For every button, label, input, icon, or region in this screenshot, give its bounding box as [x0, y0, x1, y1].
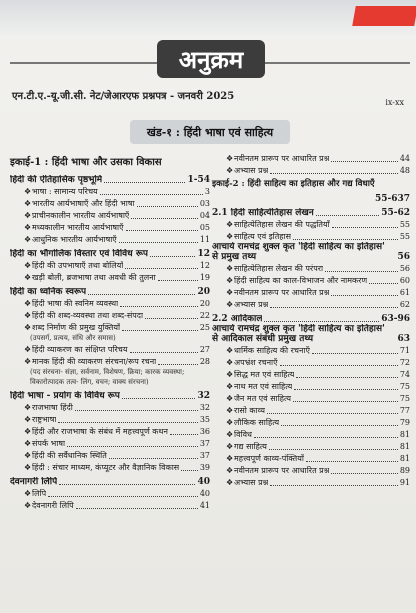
- diamond-bullet-icon: ❖: [226, 220, 234, 229]
- toc-entry[interactable]: ❖ हिंदी व्याकरण का संक्षिप्त परिचय 27: [24, 345, 210, 354]
- toc-entry[interactable]: ❖ मानक हिंदी की व्याकरण संरचना/रूप रचना 28: [24, 357, 210, 366]
- toc-entry[interactable]: ❖ भारतीय आर्यभाषाएँ और हिंदी भाषा 03: [24, 199, 210, 208]
- toc-entry[interactable]: ❖ गद्य साहित्य 81: [226, 442, 410, 451]
- diamond-bullet-icon: ❖: [226, 346, 234, 355]
- toc-entry[interactable]: ❖ अभ्यास प्रश्न 62: [226, 300, 410, 309]
- intro-text: एन.टी.ए.-यू.जी.सी. नेट/जेआरएफ प्रश्नपत्र - जनवरी 2025: [12, 91, 235, 102]
- diamond-bullet-icon: ❖: [226, 358, 234, 367]
- diamond-bullet-icon: ❖: [226, 466, 234, 475]
- toc-right-column: [212, 152, 410, 488]
- diamond-bullet-icon: ❖: [24, 345, 32, 354]
- toc-entry[interactable]: ❖ जैन मत एवं साहित्य 75: [226, 394, 410, 403]
- toc-heading[interactable]: आचार्य रामचंद्र शुक्ल कृत 'हिंदी साहित्य का इतिहास' से आदिकाल संबंधी प्रमुख तथ्य 63: [212, 324, 410, 344]
- toc-entry[interactable]: ❖ हिंदी साहित्य का काल-विभाजन और नामकरण 60: [226, 276, 410, 285]
- diamond-bullet-icon: ❖: [24, 439, 32, 448]
- toc-entry[interactable]: ❖ मध्यकालीन भारतीय आर्यभाषाएँ 05: [24, 223, 210, 232]
- toc-entry[interactable]: ❖ लिपि 40: [24, 489, 210, 498]
- diamond-bullet-icon: ❖: [226, 442, 234, 451]
- toc-entry[interactable]: ❖ अभ्यास प्रश्न 48: [226, 166, 410, 175]
- toc-entry[interactable]: ❖ अभ्यास प्रश्न 91: [226, 478, 410, 487]
- diamond-bullet-icon: ❖: [226, 264, 234, 273]
- diamond-bullet-icon: ❖: [226, 166, 234, 175]
- diamond-bullet-icon: ❖: [24, 187, 32, 196]
- diamond-bullet-icon: ❖: [24, 311, 32, 320]
- diamond-bullet-icon: ❖: [24, 403, 32, 412]
- toc-entry[interactable]: ❖ हिंदी और राजभाषा के संबंध में महत्त्वपूर्ण कथन 36: [24, 427, 210, 436]
- toc-entry[interactable]: ❖ शब्द निर्माण की प्रमुख युक्तियाँ 25: [24, 323, 210, 332]
- diamond-bullet-icon: ❖: [226, 478, 234, 487]
- toc-entry[interactable]: ❖ राजभाषा हिंदी 32: [24, 403, 210, 412]
- intro-line: [12, 88, 404, 107]
- diamond-bullet-icon: ❖: [24, 357, 32, 366]
- title-area: [0, 38, 416, 82]
- diamond-bullet-icon: ❖: [24, 223, 32, 232]
- diamond-bullet-icon: ❖: [24, 501, 32, 510]
- toc-entry[interactable]: ❖ रासो काव्य 77: [226, 406, 410, 415]
- toc-entry[interactable]: ❖ हिंदी की उपभाषाएँ तथा बोलियाँ 12: [24, 261, 210, 270]
- diamond-bullet-icon: ❖: [226, 154, 234, 163]
- diamond-bullet-icon: ❖: [24, 415, 32, 424]
- toc-note: (उपसर्ग, प्रत्यय, संधि और समास): [30, 334, 116, 342]
- toc-entry[interactable]: ❖ हिंदी की सर्वैधानिक स्थिति 37: [24, 451, 210, 460]
- diamond-bullet-icon: ❖: [24, 463, 32, 472]
- toc-entry[interactable]: ❖ साहित्येतिहास लेखन की पद्धतियाँ 55: [226, 220, 410, 229]
- diamond-bullet-icon: ❖: [226, 382, 234, 391]
- diamond-bullet-icon: ❖: [24, 261, 32, 270]
- toc-entry[interactable]: ❖ संपर्क भाषा 37: [24, 439, 210, 448]
- toc-heading[interactable]: देवनागरी लिपि 40: [10, 477, 210, 487]
- diamond-bullet-icon: ❖: [226, 394, 234, 403]
- toc-entry[interactable]: ❖ अपभ्रंश रचनाएँ 72: [226, 358, 410, 367]
- page-title: अनुक्रम: [157, 40, 265, 78]
- diamond-bullet-icon: ❖: [226, 406, 234, 415]
- diamond-bullet-icon: ❖: [24, 199, 32, 208]
- toc-entry[interactable]: ❖ नवीनतम प्रारूप पर आधारित प्रश्न 61: [226, 288, 410, 297]
- toc-heading[interactable]: हिंदी का ध्वनिक स्वरूप 20: [10, 287, 210, 297]
- unit-title: इकाई-2 : हिंदी साहित्य का इतिहास और गद्य विधाएँ: [212, 179, 375, 189]
- diamond-bullet-icon: ❖: [226, 232, 234, 241]
- toc-entry[interactable]: ❖ राष्ट्रभाषा 35: [24, 415, 210, 424]
- toc-entry[interactable]: ❖ देवनागरी लिपि 41: [24, 501, 210, 510]
- toc-entry[interactable]: ❖ नाथ मत एवं साहित्य 75: [226, 382, 410, 391]
- diamond-bullet-icon: ❖: [226, 370, 234, 379]
- toc-heading[interactable]: आचार्य रामचंद्र शुक्ल कृत 'हिंदी साहित्य का इतिहास' से प्रमुख तथ्य 56: [212, 242, 410, 262]
- toc-heading[interactable]: हिंदी का भौगोलिक विस्तार एवं विविध रूप 12: [10, 249, 210, 259]
- diamond-bullet-icon: ❖: [24, 211, 32, 220]
- diamond-bullet-icon: ❖: [226, 418, 234, 427]
- diamond-bullet-icon: ❖: [226, 276, 234, 285]
- toc-heading[interactable]: हिंदी की ऐतिहासिक पृष्ठभूमि 1-54: [10, 175, 210, 185]
- toc-entry[interactable]: ❖ नवीनतम प्रारूप पर आधारित प्रश्न 44: [226, 154, 410, 163]
- diamond-bullet-icon: ❖: [226, 288, 234, 297]
- diamond-bullet-icon: ❖: [226, 430, 234, 439]
- toc-entry[interactable]: ❖ हिंदी : संचार माध्यम, कंप्यूटर और वैज्ञानिक विकास 39: [24, 463, 210, 472]
- toc-entry[interactable]: ❖ महत्त्वपूर्ण काव्य-पंक्तियाँ 81: [226, 454, 410, 463]
- toc-entry[interactable]: ❖ आधुनिक भारतीय आर्यभाषाएँ 11: [24, 235, 210, 244]
- diamond-bullet-icon: ❖: [24, 235, 32, 244]
- toc-entry[interactable]: ❖ सिद्ध मत एवं साहित्य 74: [226, 370, 410, 379]
- diamond-bullet-icon: ❖: [24, 323, 32, 332]
- toc-entry[interactable]: ❖ साहित्य एवं इतिहास 55: [226, 232, 410, 241]
- toc-entry[interactable]: ❖ धार्मिक साहित्य की रचनाएँ 71: [226, 346, 410, 355]
- toc-entry[interactable]: ❖ हिंदी की शब्द-व्यवस्था तथा शब्द-संपदा 22: [24, 311, 210, 320]
- diamond-bullet-icon: ❖: [24, 299, 32, 308]
- unit-title: इकाई-1 : हिंदी भाषा और उसका विकास: [10, 157, 162, 168]
- section-banner: खंड-१ : हिंदी भाषा एवं साहित्य: [130, 120, 290, 144]
- diamond-bullet-icon: ❖: [24, 489, 32, 498]
- diamond-bullet-icon: ❖: [226, 454, 234, 463]
- toc-subsection[interactable]: 2.1 हिंदी साहित्येतिहास लेखन 55-62: [212, 208, 410, 218]
- toc-entry[interactable]: ❖ भाषा : सामान्य परिचय 3: [24, 187, 210, 196]
- toc-entry[interactable]: ❖ प्राचीनकालीन भारतीय आर्यभाषाएँ 04: [24, 211, 210, 220]
- toc-entry[interactable]: ❖ हिंदी भाषा की स्वनिम व्यवस्था 20: [24, 299, 210, 308]
- toc-entry[interactable]: ❖ खड़ी बोली, ब्रजभाषा तथा अवधी की तुलना 19: [24, 273, 210, 282]
- toc-note: (पद संरचना- संज्ञा, सर्वनाम, विशेषण, क्रिया; कारक व्यवस्था; विकारोत्पादक तत्व- लिंग, वचन; वाक्य संरचना): [30, 368, 185, 386]
- toc-entry[interactable]: ❖ नवीनतम प्रारूप पर आधारित प्रश्न 89: [226, 466, 410, 475]
- red-corner-decoration: [352, 6, 416, 26]
- toc-entry[interactable]: ❖ साहित्येतिहास लेखन की परंपरा 56: [226, 264, 410, 273]
- toc-left-column: [10, 152, 210, 511]
- toc-subsection[interactable]: 2.2 आदिकाल 63-96: [212, 314, 410, 324]
- intro-pages: ix-xx: [385, 98, 404, 107]
- unit-range: 55-637: [374, 194, 410, 204]
- diamond-bullet-icon: ❖: [24, 273, 32, 282]
- toc-entry[interactable]: ❖ लौकिक साहित्य 79: [226, 418, 410, 427]
- diamond-bullet-icon: ❖: [24, 451, 32, 460]
- toc-heading[interactable]: हिंदी भाषा - प्रयोग के विविध रूप 32: [10, 391, 210, 401]
- toc-entry[interactable]: ❖ विविध 81: [226, 430, 410, 439]
- diamond-bullet-icon: ❖: [226, 300, 234, 309]
- diamond-bullet-icon: ❖: [24, 427, 32, 436]
